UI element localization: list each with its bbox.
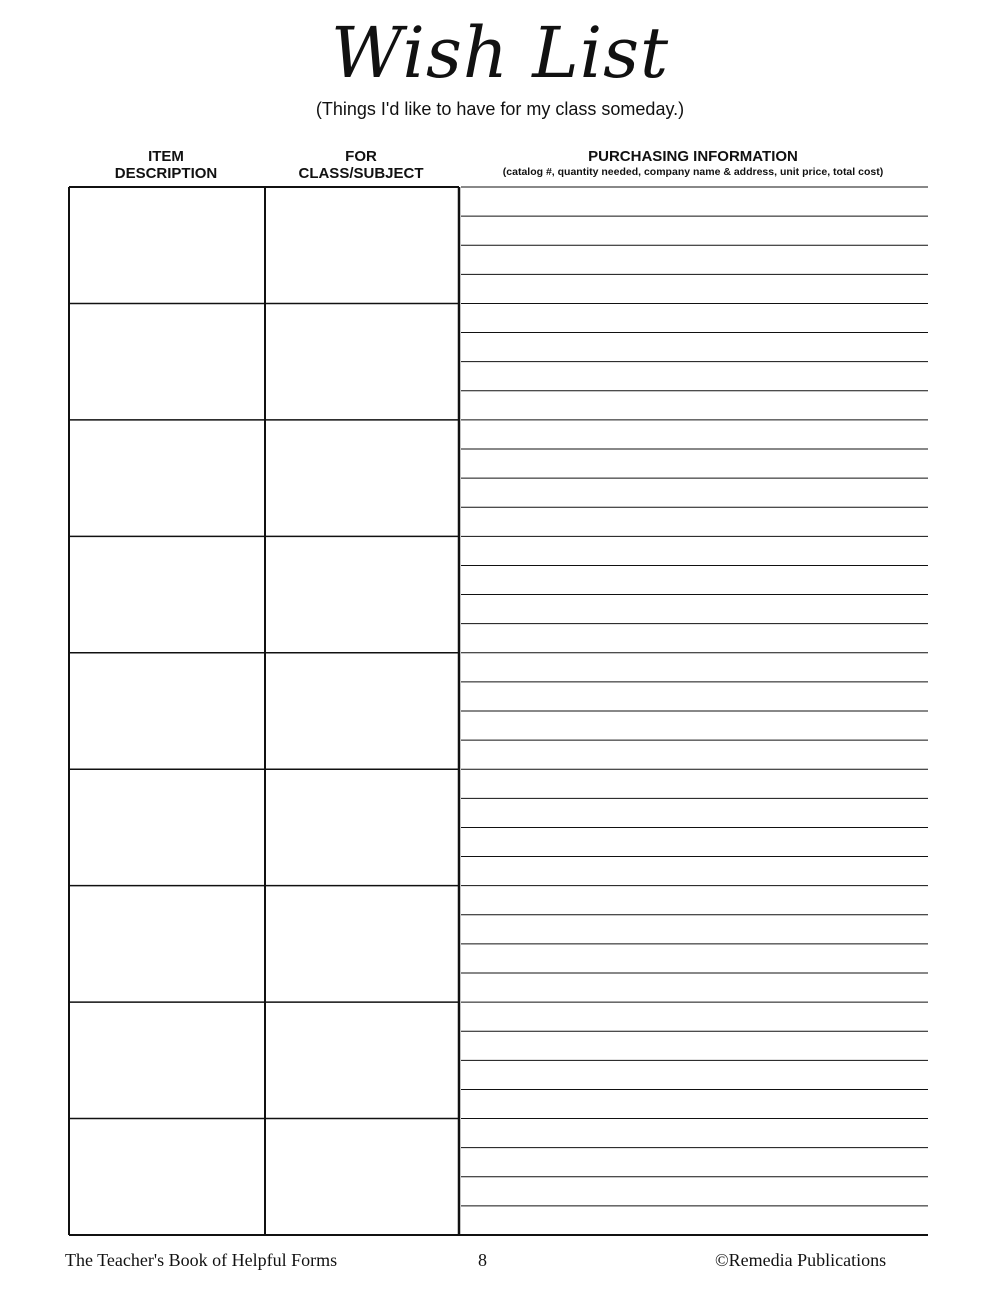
footer-publisher: ©Remedia Publications [715,1250,887,1270]
page-subtitle: (Things I'd like to have for my class someday.) [315,99,685,119]
column-header-purchasing-note: (catalog #, quantity needed, company name & address, unit price, total cost) [502,166,884,178]
column-header-item-line2: DESCRIPTION [114,165,218,182]
footer-page-number: 8 [478,1250,487,1270]
page-title: Wish List [330,12,670,94]
column-header-class-line2: CLASS/SUBJECT [298,165,424,182]
column-header-purchasing: PURCHASING INFORMATION [588,148,798,165]
footer-book-title: The Teacher's Book of Helpful Forms [65,1250,338,1270]
column-header-item-line1: ITEM [148,148,184,165]
column-header-class-line1: FOR [345,148,377,165]
